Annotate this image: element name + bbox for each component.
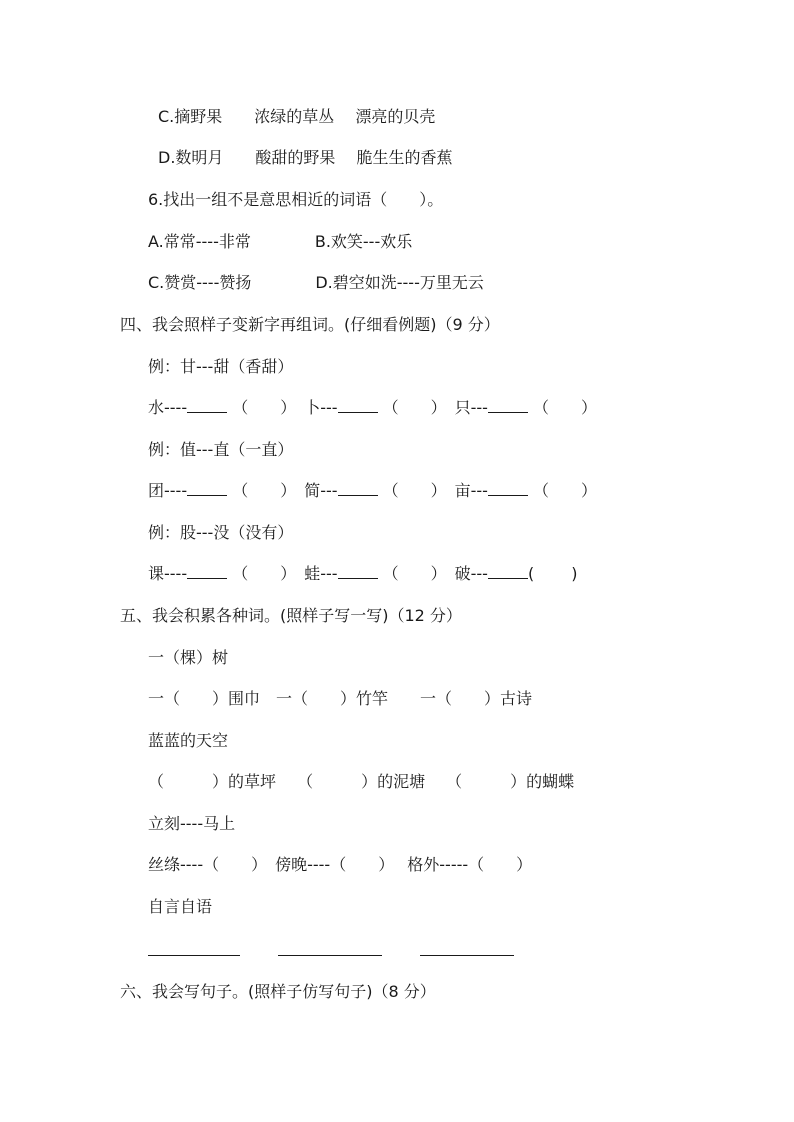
row-2-char-3: （ ） 亩---: [382, 481, 488, 500]
q6-options-row-1: A.常常----非常 B.欢笑---欢乐: [148, 232, 413, 251]
row-1-tail: （ ）: [533, 398, 598, 417]
section-4-row-3: [148, 563, 578, 585]
row-2-tail: （ ）: [533, 481, 598, 500]
answer-line-2[interactable]: [278, 955, 382, 956]
section-4-example-1: 例：甘---甜（香甜）: [148, 357, 294, 376]
row-3-char-3: （ ） 破---: [382, 564, 488, 583]
blank-3-1[interactable]: [187, 564, 227, 579]
blank-1-1[interactable]: [187, 398, 227, 413]
section-5-example-1: 一（棵）树: [148, 648, 229, 667]
q5-option-c: C.摘野果 浓绿的草丛 漂亮的贝壳: [158, 107, 436, 126]
section-4-title: 四、我会照样子变新字再组词。(仔细看例题)（9 分）: [120, 315, 500, 334]
blank-2-2[interactable]: [338, 481, 378, 496]
section-4-row-2: [148, 480, 597, 502]
section-5-example-4: 自言自语: [148, 897, 213, 916]
blank-2-1[interactable]: [187, 481, 227, 496]
section-4-example-2: 例：值---直（一直）: [148, 440, 294, 459]
section-6-title: 六、我会写句子。(照样子仿写句子)（8 分）: [120, 982, 436, 1001]
row-3-char-2: （ ） 蛙---: [232, 564, 338, 583]
section-5-example-2: 蓝蓝的天空: [148, 731, 229, 750]
section-5-example-3: 立刻----马上: [148, 814, 236, 833]
blank-1-2[interactable]: [338, 398, 378, 413]
row-3-tail: ( ): [527, 564, 578, 583]
blank-3-3[interactable]: [488, 564, 528, 579]
section-4-example-3: 例：股---没（没有）: [148, 523, 294, 542]
blank-3-2[interactable]: [338, 564, 378, 579]
row-2-char-1: 团----: [148, 481, 188, 500]
row-1-char-1: 水----: [148, 398, 188, 417]
q6-question: 6.找出一组不是意思相近的词语（ ）。: [148, 190, 444, 209]
section-5-row-2: （ ）的草坪 （ ）的泥塘 （ ）的蝴蝶: [148, 772, 575, 791]
row-2-char-2: （ ） 简---: [232, 481, 338, 500]
row-3-char-1: 课----: [148, 564, 188, 583]
blank-1-3[interactable]: [488, 398, 528, 413]
section-5-row-1: 一（ ）围巾 一（ ）竹竿 一（ ）古诗: [148, 689, 533, 708]
section-4-row-1: [148, 397, 597, 419]
section-5-row-3: 丝绦----（ ） 傍晚----（ ） 格外-----（ ）: [148, 855, 533, 874]
answer-line-3[interactable]: [420, 955, 514, 956]
q5-option-d: D.数明月 酸甜的野果 脆生生的香蕉: [158, 148, 453, 167]
q6-options-row-2: C.赞赏----赞扬 D.碧空如洗----万里无云: [148, 273, 484, 292]
answer-line-1[interactable]: [148, 955, 240, 956]
section-5-title: 五、我会积累各种词。(照样子写一写)（12 分）: [120, 606, 462, 625]
row-1-char-2: （ ） 卜---: [232, 398, 338, 417]
row-1-char-3: （ ） 只---: [382, 398, 488, 417]
blank-2-3[interactable]: [488, 481, 528, 496]
